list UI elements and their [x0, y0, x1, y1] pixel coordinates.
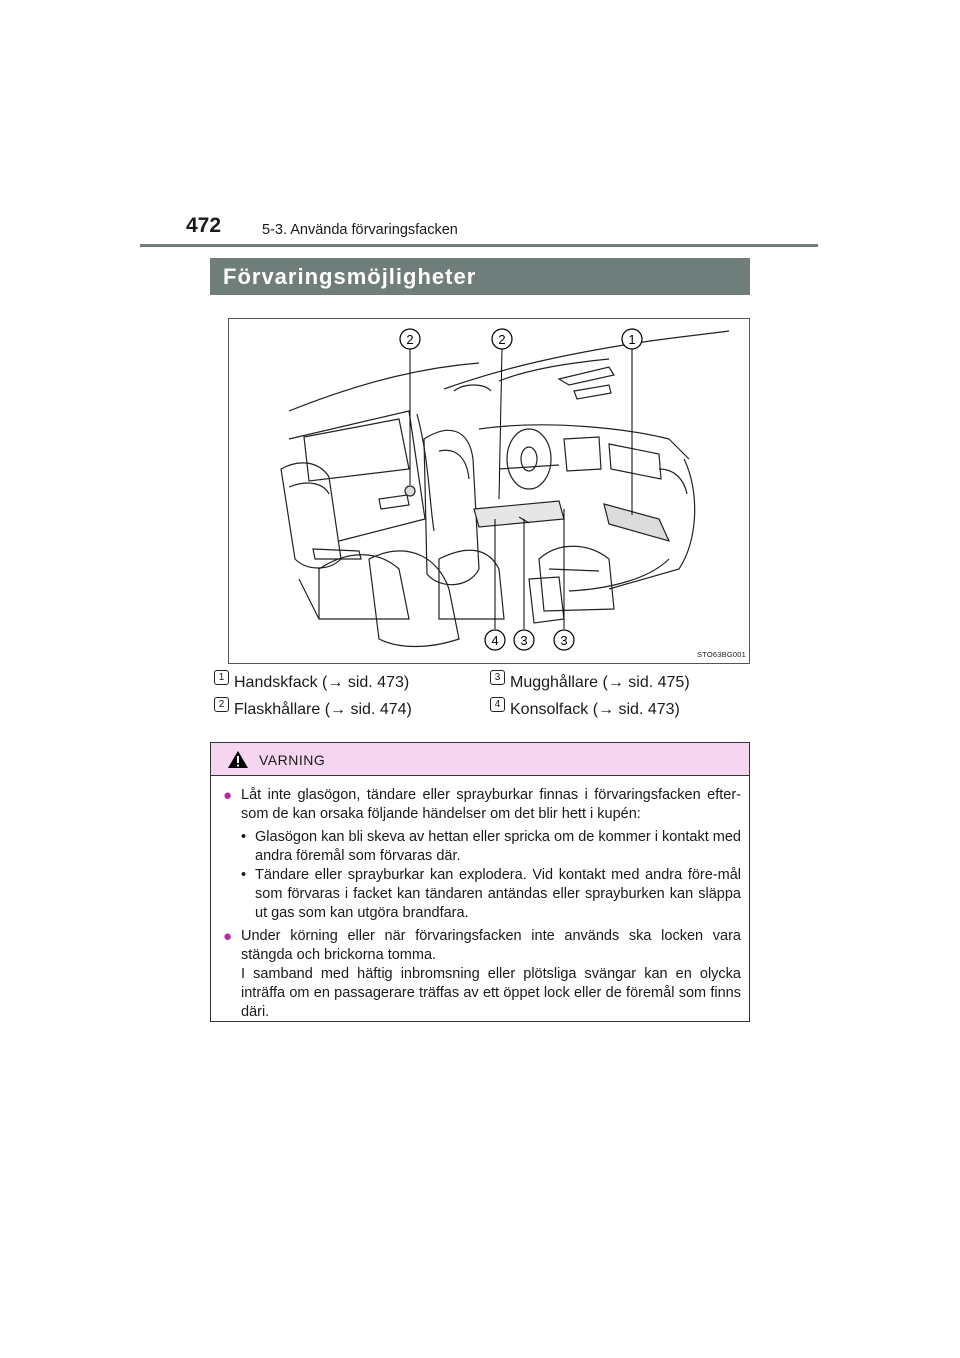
legend-label: Flaskhållare (→ sid. 474)	[234, 701, 412, 718]
warning-text: I samband med häftig inbromsning eller plötsliga svängar kan en olycka inträffa om en passagerare träffas av ett öppet lock eller de föremål som finns däri.	[241, 966, 741, 1020]
page-number: 472	[186, 214, 222, 237]
callout-label: 2	[406, 332, 414, 347]
warning-text: Låt inte glasögon, tändare eller sprayburkar finnas i förvaringsfacken efter-som de kan orsaka följande händelser om det blir hett i kupén:	[241, 787, 741, 822]
dot-icon: •	[241, 867, 247, 883]
legend-item-console-box	[490, 698, 680, 719]
arrow-icon: →	[330, 701, 347, 718]
callout-label: 3	[560, 633, 568, 648]
bullet-icon: ●	[223, 787, 233, 804]
warning-point	[223, 786, 741, 824]
legend-label: Handskfack (→ sid. 473)	[234, 674, 410, 691]
warning-box	[210, 742, 750, 1022]
callout-label: 1	[628, 332, 636, 347]
legend-item-bottleholder	[214, 698, 412, 719]
legend-label: Mugghållare (→ sid. 475)	[510, 674, 690, 691]
arrow-icon: →	[607, 674, 624, 691]
figure-code: STO63BG001	[697, 650, 746, 659]
warning-subpoint: • Glasögon kan bli skeva av hettan eller spricka om de kommer i kontakt med andra föremål som förvaras där.	[241, 829, 741, 864]
warning-title: VARNING	[259, 752, 326, 768]
legend-number: 3	[490, 670, 505, 685]
legend-item-glovebox	[214, 671, 410, 692]
arrow-icon: →	[598, 701, 615, 718]
car-interior-illustration	[229, 319, 749, 663]
dot-icon: •	[241, 829, 247, 845]
legend-number: 2	[214, 697, 229, 712]
callout-label: 4	[491, 633, 499, 648]
legend-label: Konsolfack (→ sid. 473)	[510, 701, 680, 718]
callout-label: 2	[498, 332, 506, 347]
bullet-icon: ●	[223, 928, 233, 945]
warning-body	[211, 776, 749, 1022]
legend-number: 1	[214, 670, 229, 685]
warning-triangle-icon	[227, 750, 249, 769]
callout-label: 3	[520, 633, 528, 648]
legend-number: 4	[490, 697, 505, 712]
legend-item-cupholder	[490, 671, 690, 692]
warning-point	[223, 927, 741, 1022]
warning-sublist	[241, 828, 741, 923]
section-header: 5-3. Använda förvaringsfacken	[262, 222, 458, 238]
page-title: Förvaringsmöjligheter	[210, 258, 750, 295]
car-interior-figure	[228, 318, 750, 664]
warning-subpoint: • Tändare eller sprayburkar kan explodera. Vid kontakt med andra före-mål som förvaras i facket kan tändaren antändas eller sprayburken kan släppa ut gas som kan utgöra brandfara.	[241, 867, 741, 921]
warning-header	[211, 743, 749, 776]
arrow-icon: →	[327, 674, 344, 691]
warning-text: Under körning eller när förvaringsfacken inte används ska locken vara stängda och brickorna tomma.	[241, 928, 741, 963]
header-rule	[140, 244, 818, 247]
